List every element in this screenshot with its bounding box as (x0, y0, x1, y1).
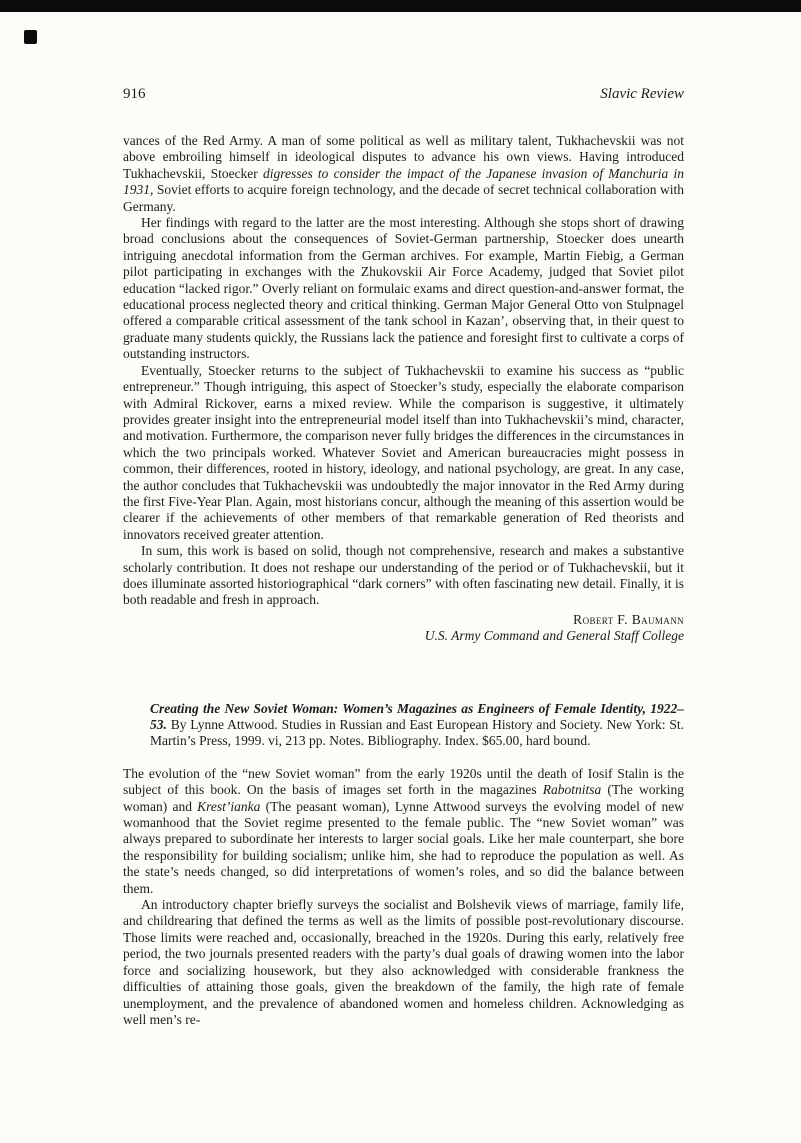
page-content (123, 86, 684, 1028)
book-citation (123, 701, 684, 750)
reviewer-affiliation: U.S. Army Command and General Staff College (424, 628, 684, 644)
scan-artifact-left-mark (24, 30, 37, 44)
scan-artifact-top-bar (0, 0, 801, 12)
review-paragraph: Her findings with regard to the latter are the most interesting. Although she stops short of drawing broad conclusions about the consequences of Soviet-German partnership, Stoecker does unearth intriguing anecdotal information from the German archives. For example, Martin Fiebig, a German pilot participating in exchanges with the Zhukovskii Air Force Academy, judged that Soviet pilot education “lacked rigor.” Overly reliant on formulaic exams and direct question-and-answer format, the educational process neglected theory and critical thinking. German Major General Otto von Stulpnagel offered a comparable critical assessment of the tank school in Kazan’, observing that, in their quest to graduate many students quickly, the Russians lack the patience and foresight first to cultivate a corps of outstanding instructors. (123, 215, 684, 362)
book-citation-details: By Lynne Attwood. Studies in Russian and East European History and Society. New York: St. Martin’s Press, 1999. vi, 213 pp. Notes. Bibliography. Index. $65.00, hard bound. (150, 717, 684, 749)
review-stoecker-continuation (123, 133, 684, 645)
review-paragraph: The evolution of the “new Soviet woman” from the early 1920s until the death of Iosif Stalin is the subject of this book. On the basis of images set forth in the magazines Rabotnitsa (The working woman) and Krest’ianka (The peasant woman), Lynne Attwood surveys the evolving model of new womanhood that the Soviet regime presented to the female public. The “new Soviet woman” was always prepared to subordinate her interests to larger social goals. Like her male counterpart, she bore the responsibility for building socialism; unlike him, she had to reproduce the population as well. As the state’s needs changed, so did interpretations of women’s roles, and so did the balance between them. (123, 765, 685, 896)
running-head (123, 86, 684, 103)
review-paragraph: In sum, this work is based on solid, though not comprehensive, research and makes a substantive scholarly contribution. It does not reshape our understanding of the period or of Tukhachevskii, but it does illuminate assorted historiographical “dark corners” with often fascinating new detail. Finally, it is both readable and fresh in approach. (123, 543, 684, 608)
review-paragraph: Eventually, Stoecker returns to the subject of Tukhachevskii to examine his success as “public entrepreneur.” Though intriguing, this aspect of Stoecker’s study, especially the elaborate comparison with Admiral Rickover, earns a mixed review. While the comparison is suggestive, it ultimately provides greater insight into the entrepreneurial model itself than into Tukhachevskii’s mind, character, and motivation. Furthermore, the comparison never fully bridges the differences in the circumstances in which the two principals worked. Whatever Soviet and American bureaucracies might possess in common, their differences, rooted in history, ideology, and national psychology, are great. In any case, the author concludes that Tukhachevskii was undoubtedly the major innovator in the Red Army during the first Five-Year Plan. Again, most historians concur, although the meaning of this assertion would be clearer if the achievements of other members of that remarkable generation of Red theorists and innovators received greater attention. (123, 362, 684, 542)
journal-title: Slavic Review (600, 86, 684, 102)
review-paragraph: An introductory chapter briefly surveys the socialist and Bolshevik views of marriage, family life, and childrearing that defined the terms as well as the limits of possible post-revolutionary discourse. Those limits were reached and, occasionally, breached in the 1920s. During this early, relatively free period, the two journals presented readers with the party’s dual goals of drawing women into the labor force and socializing housework, but they also acknowledged with considerable frankness the difficulties of attaining those goals, given the breakdown of the family, the high rate of female unemployment, and the prevalence of abandoned women and homeless children. Acknowledging as well men’s re- (123, 897, 684, 1027)
review-attwood (123, 701, 684, 1029)
reviewer-signature (123, 612, 684, 645)
reviewer-name: Robert F. Baumann (573, 611, 684, 627)
page-number: 916 (123, 86, 146, 102)
review-paragraph: vances of the Red Army. A man of some political as well as military talent, Tukhachevskii was not above embroiling himself in ideological disputes to advance his own views. Having introduced Tukhachevskii, Stoecker digresses to consider the impact of the Japanese invasion of Manchuria in 1931, Soviet efforts to acquire foreign technology, and the decade of secret technical collaboration with Germany. (123, 133, 684, 214)
book-citation-title: Creating the New Soviet Woman: Women’s Magazines as Engineers of Female Identity, 1922–53. (150, 700, 684, 732)
